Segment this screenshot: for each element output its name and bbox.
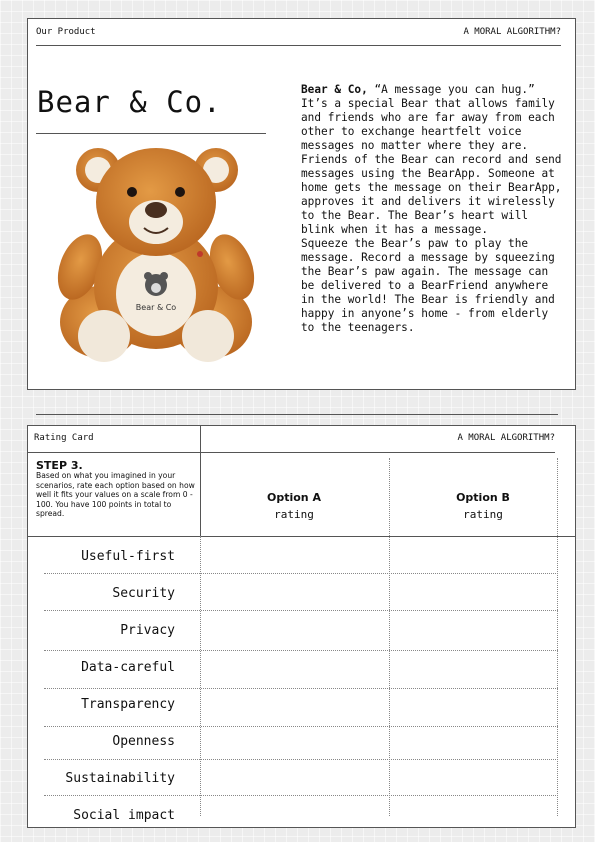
product-card-header: A MORAL ALGORITHM? xyxy=(463,27,561,37)
desc-lead: Bear & Co, xyxy=(301,83,368,96)
step-instructions: Based on what you imagined in your scenarios, rate each option based on how well it fits your values on a scale from 0 - 100. You have 100 points in total to spread. xyxy=(36,471,195,519)
criterion-label: Data-careful xyxy=(81,660,175,675)
step-title: STEP 3. xyxy=(36,459,83,472)
header-row-divider-right xyxy=(200,452,555,453)
option-a-header xyxy=(200,489,388,523)
criterion-label: Sustainability xyxy=(65,771,175,786)
section-divider xyxy=(36,414,558,415)
criterion-label: Openness xyxy=(112,734,175,749)
option-a-name: Option A xyxy=(267,491,321,504)
row-divider xyxy=(44,573,558,574)
criterion-label: Security xyxy=(112,586,175,601)
product-card-label: Our Product xyxy=(36,27,96,37)
row-divider xyxy=(44,650,558,651)
option-b-header xyxy=(389,489,577,523)
desc-body: “A message you can hug.” It’s a special Bear that allows family and friends who are far away from each other to exchange heartfelt voice messages no matter where they are. Friends of the Bear can record and send messages using the BearApp. Someone at home gets the message on their BearApp, approves it and delivers it wirelessly to the Bear. The Bear’s heart will blink when it has a message. Squeeze the Bear’s paw to play the message. Record a message by squeezing the Bear’s paw again. The message can be delivered to a BearFriend anywhere in the world! The Bear is friendly and happy in anyone’s home - from elderly to the teenagers. xyxy=(301,83,562,334)
col-divider-a xyxy=(200,536,201,816)
product-card xyxy=(27,18,576,390)
row-divider xyxy=(44,610,558,611)
rating-card-header: A MORAL ALGORITHM? xyxy=(457,433,555,443)
rating-card xyxy=(27,425,576,828)
col-divider-end xyxy=(557,458,558,816)
criterion-label: Social impact xyxy=(73,808,175,823)
header-divider xyxy=(36,45,561,46)
row-divider xyxy=(44,759,558,760)
rating-card-label: Rating Card xyxy=(34,433,94,443)
product-title: Bear & Co. xyxy=(37,85,222,119)
row-divider xyxy=(44,795,558,796)
row-divider xyxy=(44,688,558,689)
bear-logo-text: Bear & Co xyxy=(135,303,177,312)
teddy-bear-image xyxy=(52,142,258,368)
table-header-rule xyxy=(28,536,575,537)
product-description xyxy=(301,83,566,335)
criterion-label: Transparency xyxy=(81,697,175,712)
col-divider-b xyxy=(389,458,390,816)
option-b-name: Option B xyxy=(456,491,510,504)
option-a-sub: rating xyxy=(274,508,314,521)
title-divider xyxy=(36,133,266,134)
row-divider xyxy=(44,726,558,727)
criterion-label: Useful-first xyxy=(81,549,175,564)
criterion-label: Privacy xyxy=(120,623,175,638)
header-row-divider-left xyxy=(28,452,200,453)
option-b-sub: rating xyxy=(463,508,503,521)
